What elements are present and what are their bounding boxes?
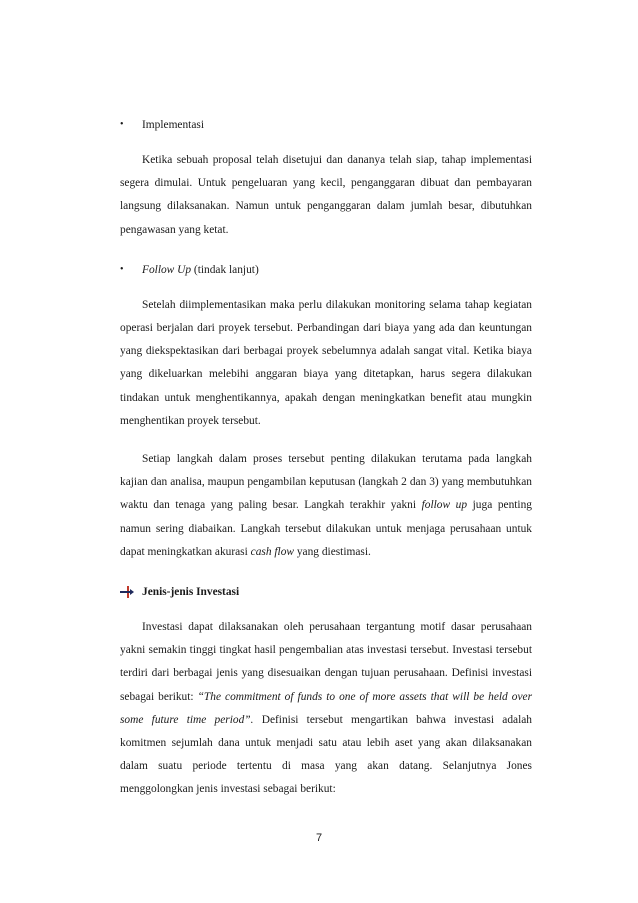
text-italic: cash flow — [250, 545, 294, 558]
text-run: yang diestimasi. — [294, 545, 371, 558]
title-italic: Follow Up — [142, 263, 192, 276]
text-run: Definisi tersebut mengartikan bahwa investasi adalah komitmen sejumlah dana untuk menjadi satu atau lebih aset yang akan dilaksanakan dalam suatu periode tertentu di masa yang akan datang. Selanjutnya Jones menggolongkan jenis investasi sebagai berikut: — [120, 713, 532, 796]
paragraph-follow-up: Setelah diimplementasikan maka perlu dilakukan monitoring selama tahap kegiatan operasi berjalan dari proyek tersebut. Perbandingan dari biaya yang ada dan keuntungan yang diekspektasikan dari berbagai proyek sebelumnya adalah sangat vital. Ketika biaya yang dikeluarkan melebihi anggaran biaya yang ditetapkan, harus segera dilakukan tindakan untuk menghentikannya, apakah dengan meningkatkan benefit atau mungkin menghentikan proyek tersebut. — [120, 298, 532, 427]
title-rest: (tindak lanjut) — [191, 263, 259, 276]
section-heading-title: Jenis-jenis Investasi — [142, 586, 240, 599]
bullet-icon: • — [120, 119, 124, 130]
paragraph-implementasi: Ketika sebuah proposal telah disetujui dan dananya telah siap, tahap implementasi segera dimulai. Untuk pengeluaran yang kecil, penganggaran dibuat dan pembayaran langsung dilaksanakan. Namun untuk penganggaran dalam jumlah besar, dibutuhkan pengawasan yang ketat. — [120, 154, 532, 236]
bullet-heading-implementasi — [120, 115, 532, 135]
bullet-heading-follow-up — [120, 260, 532, 280]
bullet-title: Implementasi — [142, 119, 204, 131]
text-italic: follow up — [421, 499, 468, 512]
text-run: Setiap langkah dalam proses tersebut penting dilakukan terutama pada langkah kajian dan analisa, maupun pengambilan keputusan (langkah 2 dan 3) yang membutuhkan waktu dan tenaga yang paling besar. Langkah terakhir yakni — [120, 453, 532, 512]
page-number: 7 — [315, 832, 323, 844]
arrow-bullet-icon — [120, 585, 142, 599]
paragraph-langkah — [120, 448, 532, 564]
text-run: juga penting namun sering diabaikan. Langkah tersebut dilakukan untuk menjaga perusahaan untuk dapat meningkatkan akurasi — [120, 499, 532, 558]
section-heading — [120, 582, 532, 602]
paragraph-investasi — [120, 616, 532, 802]
bullet-icon: • — [120, 263, 124, 275]
page-content — [120, 115, 532, 802]
text-italic: “The commitment of funds to one of more assets that will be held over some future time period”. — [120, 690, 532, 726]
bullet-title — [142, 260, 532, 280]
text-run: Investasi dapat dilaksanakan oleh perusahaan tergantung motif dasar perusahaan yakni semakin tinggi tingkat hasil pengembalian atas investasi tersebut. Investasi tersebut terdiri dari berbagai jenis yang disesuaikan dengan tujuan perusahaan. Definisi investasi sebagai berikut: — [120, 621, 532, 703]
